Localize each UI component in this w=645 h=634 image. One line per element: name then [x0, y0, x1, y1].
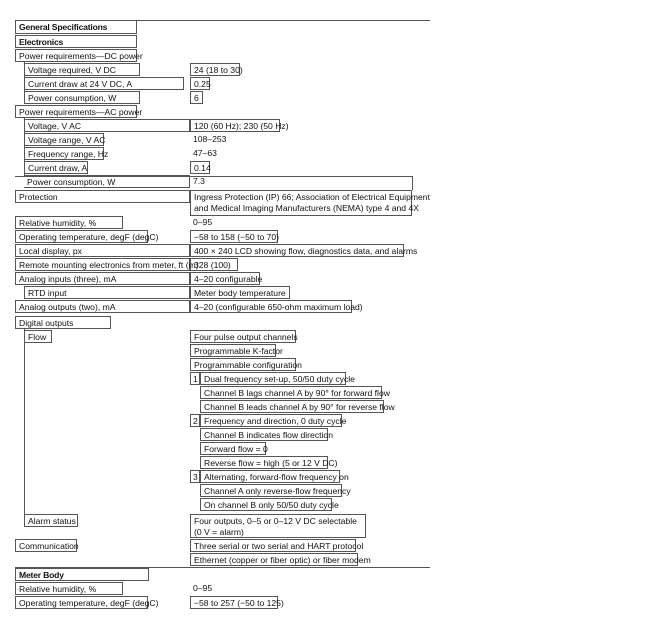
mode-detail: Channel B leads channel A by 90° for reverse flow [200, 400, 384, 413]
row-label: RTD input [24, 286, 190, 299]
row-label: Current draw at 24 V DC, A [24, 77, 184, 90]
row-value: 0–95 [193, 217, 213, 227]
row-value: Meter body temperature [190, 286, 290, 299]
mode-title: Alternating, forward-flow frequency on [200, 470, 340, 483]
mode-detail: Forward flow = 0 [200, 442, 266, 455]
value-line: Ingress Protection (IP) 66; Association of Electrical Equipment [194, 192, 430, 202]
mode-title: Frequency and direction, 0 duty cycle [200, 414, 342, 427]
row-value: Four pulse output channels [190, 330, 296, 343]
row-value: 6 [190, 91, 203, 104]
value-line: (0 V = alarm) [194, 527, 244, 537]
mode-detail: On channel B only 50/50 duty cycle [200, 498, 332, 511]
row-label: Relative humidity, % [15, 582, 123, 595]
row-label: Power requirements—AC power [15, 105, 137, 118]
row-value: −58 to 257 (−50 to 125) [190, 596, 278, 609]
row-label: Frequency range, Hz [24, 147, 104, 160]
row-value: Programmable configuration [190, 358, 296, 371]
row-label: Protection [15, 190, 190, 203]
row-label: Voltage, V AC [24, 119, 190, 132]
row-value: 7.3 [193, 176, 205, 186]
row-value [190, 514, 366, 538]
mode-title: Dual frequency set-up, 50/50 duty cycle [200, 372, 346, 385]
row-value: Ethernet (copper or fiber optic) or fiber modem [190, 553, 358, 566]
row-label: Flow [24, 330, 52, 343]
row-value: 0.25 [190, 77, 210, 90]
row-value: 108–253 [193, 134, 227, 144]
row-label: Voltage required, V DC [24, 63, 140, 76]
row-label: Relative humidity, % [15, 216, 123, 229]
row-label: Digital outputs [15, 316, 111, 329]
row-value: 0–95 [193, 583, 213, 593]
row-label: Analog inputs (three), mA [15, 272, 190, 285]
mode-detail: Channel B lags channel A by 90° for forward flow [200, 386, 382, 399]
mode-number: 3 [190, 470, 200, 483]
indent-rule [24, 329, 25, 515]
row-label: Local display, px [15, 244, 190, 257]
subsection-title: Electronics [15, 35, 137, 48]
value-line: Four outputs, 0–5 or 0–12 V DC selectable [194, 516, 357, 526]
row-value: Three serial or two serial and HART protocol [190, 539, 356, 552]
row-label: Current draw, A [24, 161, 88, 174]
row-label: Power consumption, W [24, 91, 140, 104]
row-label: Power requirements—DC power [15, 49, 137, 62]
mode-detail: Reverse flow = high (5 or 12 V DC) [200, 456, 328, 469]
rule [15, 176, 413, 177]
row-value: −58 to 158 (−50 to 70) [190, 230, 278, 243]
value-line: and Medical Imaging Manufacturers (NEMA) type 4 and 4X [194, 203, 419, 213]
mode-number: 2 [190, 414, 200, 427]
mode-detail: Channel B indicates flow direction [200, 428, 328, 441]
rule [412, 176, 413, 190]
row-value: 24 (18 to 30) [190, 63, 240, 76]
row-label: Operating temperature, degF (degC) [15, 230, 148, 243]
row-label: Operating temperature, degF (degC) [15, 596, 148, 609]
mode-number: 1 [190, 372, 200, 385]
rule [148, 567, 149, 581]
row-value: 4–20 (configurable 650-ohm maximum load) [190, 300, 352, 313]
mode-detail: Channel A only reverse-flow frequency [200, 484, 342, 497]
row-label: Remote mounting electronics from meter, ft (m) [15, 258, 190, 271]
section-title: Meter Body [15, 568, 149, 581]
row-label: Alarm status [24, 514, 78, 527]
row-value: 47–63 [193, 148, 217, 158]
row-label: Analog outputs (two), mA [15, 300, 190, 313]
row-value: 0.14 [190, 161, 210, 174]
row-label: Communication [15, 539, 77, 552]
row-value: 400 × 240 LCD showing flow, diagnostics data, and alarms [190, 244, 404, 257]
row-label: Voltage range, V AC [24, 133, 104, 146]
row-value [190, 190, 430, 216]
row-value: 328 (100) [190, 258, 238, 271]
row-label: Power consumption, W [24, 175, 190, 188]
row-value: 120 (60 Hz); 230 (50 Hz) [190, 119, 280, 132]
section-title: General Specifications [15, 21, 137, 34]
row-value: Programmable K-factor [190, 344, 276, 357]
row-value: 4–20 configurable [190, 272, 260, 285]
